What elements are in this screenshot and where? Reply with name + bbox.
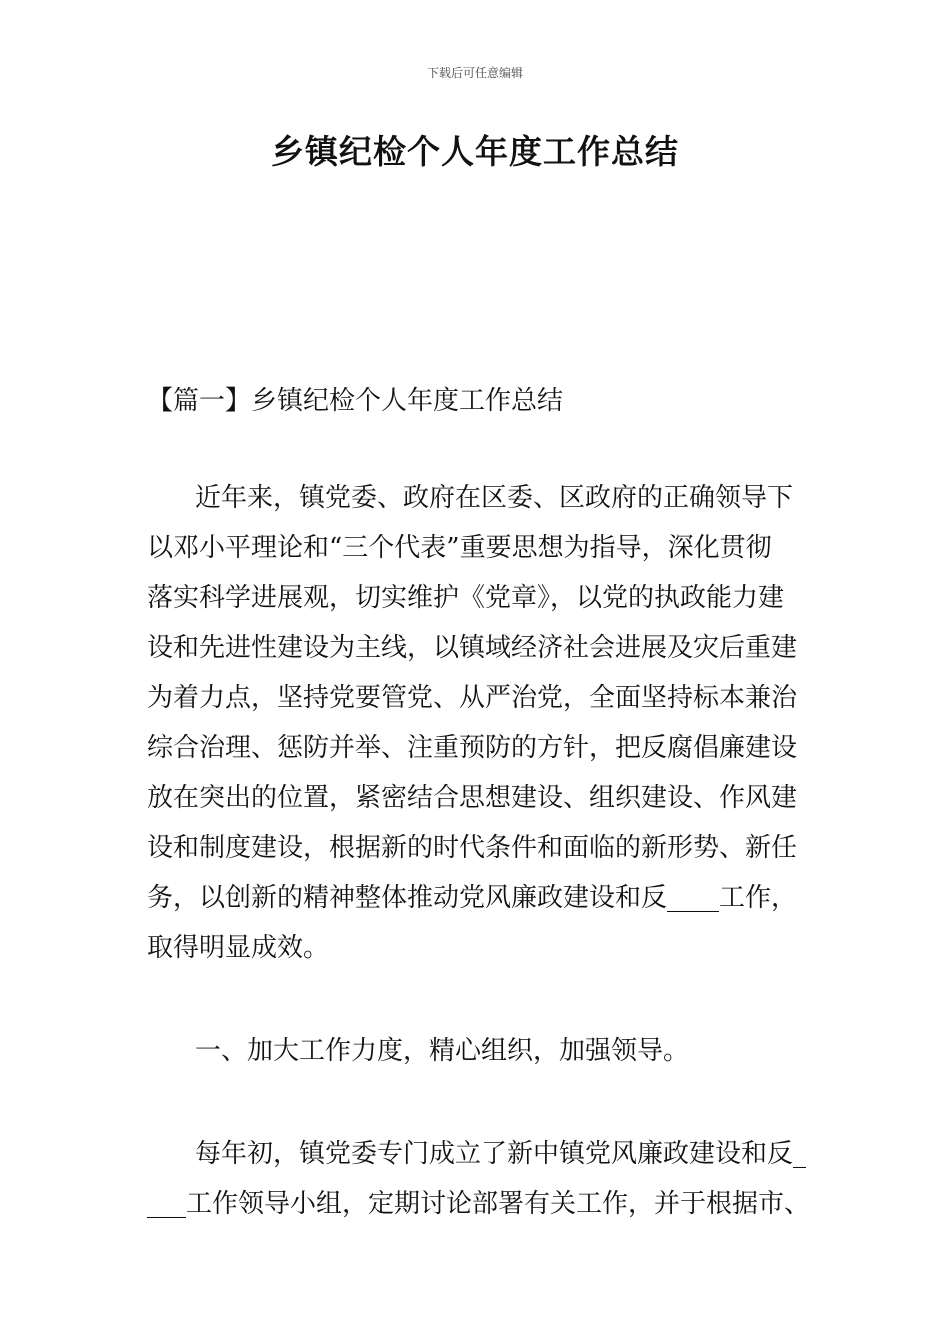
section-heading: 【篇一】乡镇纪检个人年度工作总结 xyxy=(147,386,564,416)
paragraph-line: 近年来，镇党委、政府在区委、区政府的正确领导下 xyxy=(195,483,794,513)
document-title: 乡镇纪检个人年度工作总结 xyxy=(271,132,679,171)
paragraph-line: 务，以创新的精神整体推动党风廉政建设和反____工作， xyxy=(147,883,798,913)
page-header-note: 下载后可任意编辑 xyxy=(426,66,523,80)
paragraph-line: 综合治理、惩防并举、注重预防的方针，把反腐倡廉建设 xyxy=(147,733,798,763)
paragraph-line: 以邓小平理论和“三个代表”重要思想为指导，深化贯彻 xyxy=(147,533,772,563)
paragraph-line: ___工作领导小组，定期讨论部署有关工作，并于根据市、 xyxy=(147,1189,811,1219)
paragraph-line: 为着力点，坚持党要管党、从严治党，全面坚持标本兼治 xyxy=(147,683,798,713)
paragraph-line: 设和制度建设，根据新的时代条件和面临的新形势、新任 xyxy=(147,833,798,863)
paragraph-line: 取得明显成效。 xyxy=(147,933,330,963)
paragraph-line: 设和先进性建设为主线，以镇域经济社会进展及灾后重建 xyxy=(147,633,798,663)
paragraph-line: 放在突出的位置，紧密结合思想建设、组织建设、作风建 xyxy=(147,783,798,813)
paragraph-line: 落实科学进展观，切实维护《党章》，以党的执政能力建 xyxy=(147,583,785,613)
paragraph-line: 每年初，镇党委专门成立了新中镇党风廉政建设和反_ xyxy=(195,1139,807,1169)
subheading-1: 一、加大工作力度，精心组织，加强领导。 xyxy=(195,1036,690,1066)
